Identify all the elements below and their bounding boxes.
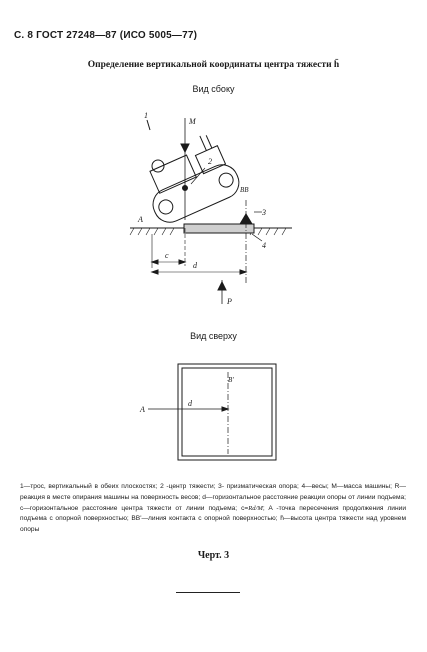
label-B-prime: B' [228,376,234,384]
caption-text-2: ; A -точка пересечения продолжения линии подъема с опорной поверхностью; BB'—линия контакта с опорной поверхностью; h̄—высота центра тяжести над уровнем опоры [20,504,406,534]
leader-line-1 [147,120,150,130]
label-A: A [138,215,143,224]
bottom-rule [176,592,240,593]
formula-numerator: Rd [248,504,256,512]
section-title: Определение вертикальной координаты центра тяжести h̄ [87,60,340,70]
label-d: d [193,261,197,270]
label-4: 4 [262,241,266,250]
top-view-diagram [0,360,427,465]
label-1: 1 [144,111,148,120]
label-3: 3 [262,208,266,217]
center-of-gravity [183,186,188,191]
outer-frame [178,364,276,460]
label-P: P [227,297,232,306]
scale-platform [184,224,254,233]
side-view-title: Вид сбоку [192,84,235,94]
caption-text-1: 1—трос, вертикальный в обеих плоскостях; 2 -центр тяжести; 3- призматическая опора; 4—весы; M—масса машины; R—реакция в месте опирания машины на поверхность весов; d—горизонтальное расстояние реакции опоры от линии подъема; c—горизонтальное расстояние центра тяжести от линии подъема; c= [20,483,406,512]
page-header: С. 8 ГОСТ 27248—87 (ИСО 5005—77) [14,30,198,41]
formula-denominator: M [257,504,263,512]
figure-label: Черт. 3 [197,550,230,561]
inner-frame [182,368,272,456]
figure-caption [20,482,406,536]
label-c: c [165,251,169,260]
label-BB: BB [240,186,249,194]
formula: Rd/M [248,504,263,512]
label-A-top: A [140,405,145,414]
label-2: 2 [208,157,212,166]
side-view-diagram [0,100,427,315]
label-d-top: d [188,399,192,408]
top-view-title: Вид сверху [190,331,237,341]
machine-body [134,129,244,228]
lift-arrow [181,144,189,152]
label-M: M [189,117,196,126]
leader-line-4 [252,234,262,241]
